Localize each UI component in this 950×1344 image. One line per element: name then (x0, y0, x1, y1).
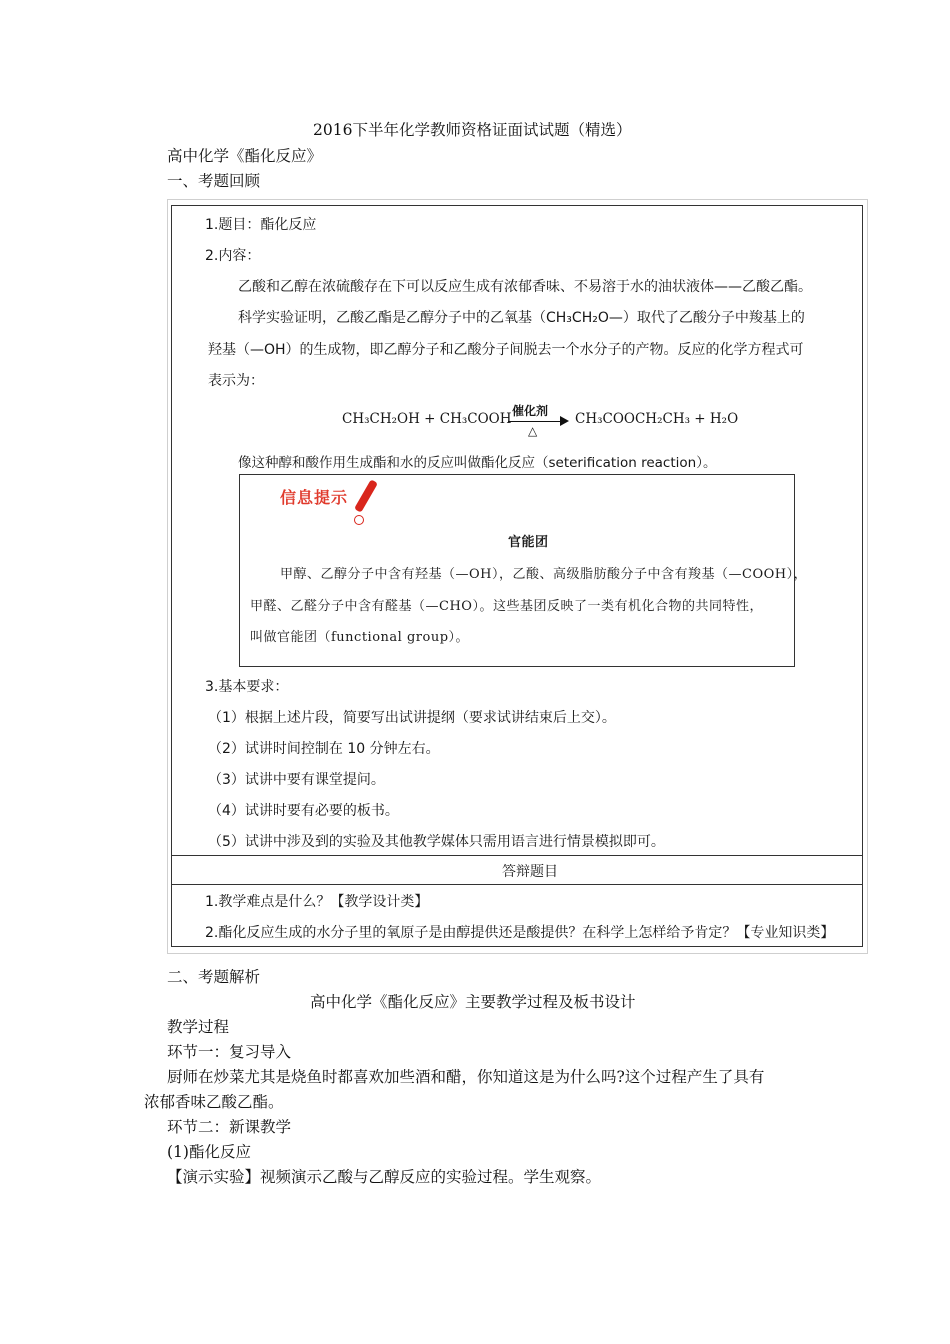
equation-heat-symbol: △ (528, 424, 538, 438)
exam-question-frame (171, 205, 863, 947)
exam-content-line: 像这种醇和酸作用生成酯和水的反应叫做酯化反应（seterification reaction）。 (238, 455, 717, 471)
info-line: 甲醛、乙醛分子中含有醛基（—CHO）。这些基团反映了一类有机化合物的共同特性， (250, 599, 763, 614)
equation-catalyst: 催化剂 (512, 404, 549, 418)
body-paragraph-line: 浓郁香味乙酸乙酯。 (144, 1093, 284, 1111)
requirement-item: （4）试讲时要有必要的板书。 (208, 803, 399, 819)
arrow-line (508, 421, 564, 422)
pen-icon (354, 479, 378, 512)
info-tip-label: 信息提示 (280, 488, 349, 507)
step-heading: 环节一：复习导入 (167, 1043, 292, 1061)
analysis-title: 高中化学《酯化反应》主要教学过程及板书设计 (310, 993, 636, 1011)
document-subtitle: 高中化学《酯化反应》 (167, 147, 323, 165)
exam-content-line: 表示为： (208, 373, 264, 389)
process-label: 教学过程 (167, 1018, 230, 1036)
exam-topic: 1.题目：酯化反应 (205, 217, 317, 233)
info-tip-box (239, 474, 808, 667)
page-title: 2016下半年化学教师资格证面试试题（精选） (313, 121, 632, 139)
section-heading-review: 一、考题回顾 (167, 172, 261, 190)
requirement-item: （1）根据上述片段，简要写出试讲提纲（要求试讲结束后上交）。 (208, 710, 616, 726)
table-divider (172, 855, 862, 856)
section-heading-analysis: 二、考题解析 (167, 968, 261, 986)
requirements-label: 3.基本要求： (205, 679, 289, 695)
equation-products: CH₃COOCH₂CH₃ + H₂O (575, 411, 739, 427)
pen-tip-icon (354, 515, 364, 525)
body-paragraph-line: 厨师在炒菜尤其是烧鱼时都喜欢加些酒和醋，你知道这是为什么吗?这个过程产生了具有 (167, 1068, 765, 1086)
defense-header: 答辩题目 (502, 864, 558, 880)
requirement-item: （2）试讲时间控制在 10 分钟左右。 (208, 741, 440, 757)
info-tip-badge (280, 485, 380, 509)
requirement-item: （3）试讲中要有课堂提问。 (208, 772, 385, 788)
exam-content-line: 乙酸和乙醇在浓硫酸存在下可以反应生成有浓郁香味、不易溶于水的油状液体——乙酸乙酯。 (238, 279, 812, 295)
body-paragraph-line: 【演示实验】视频演示乙酸与乙醇反应的实验过程。学生观察。 (167, 1168, 602, 1186)
reaction-arrow (508, 404, 570, 440)
sub-heading: (1)酯化反应 (167, 1143, 251, 1161)
requirement-item: （5）试讲中涉及到的实验及其他教学媒体只需用语言进行情景模拟即可。 (208, 834, 665, 850)
equation-reactants: CH₃CH₂OH + CH₃COOH (342, 411, 512, 427)
info-title: 官能团 (508, 535, 549, 550)
defense-question: 1.教学难点是什么？【教学设计类】 (205, 894, 429, 910)
step-heading: 环节二：新课教学 (167, 1118, 292, 1136)
exam-content-label: 2.内容： (205, 248, 261, 264)
table-divider (172, 884, 862, 885)
defense-question: 2.酯化反应生成的水分子里的氧原子是由醇提供还是酸提供？在科学上怎样给予肯定？【专业知识类】 (205, 925, 835, 941)
info-line: 叫做官能团（functional group）。 (250, 630, 470, 645)
exam-question-image (167, 199, 868, 954)
exam-content-line: 科学实验证明，乙酸乙酯是乙醇分子中的乙氧基（CH₃CH₂O—）取代了乙酸分子中羧基上的 (238, 310, 805, 326)
info-line: 甲醇、乙醇分子中含有羟基（—OH），乙酸、高级脂肪酸分子中含有羧基（—COOH）， (280, 567, 808, 582)
exam-content-line: 羟基（—OH）的生成物，即乙醇分子和乙酸分子间脱去一个水分子的产物。反应的化学方程式可 (208, 342, 804, 358)
arrow-head-icon (560, 416, 569, 426)
